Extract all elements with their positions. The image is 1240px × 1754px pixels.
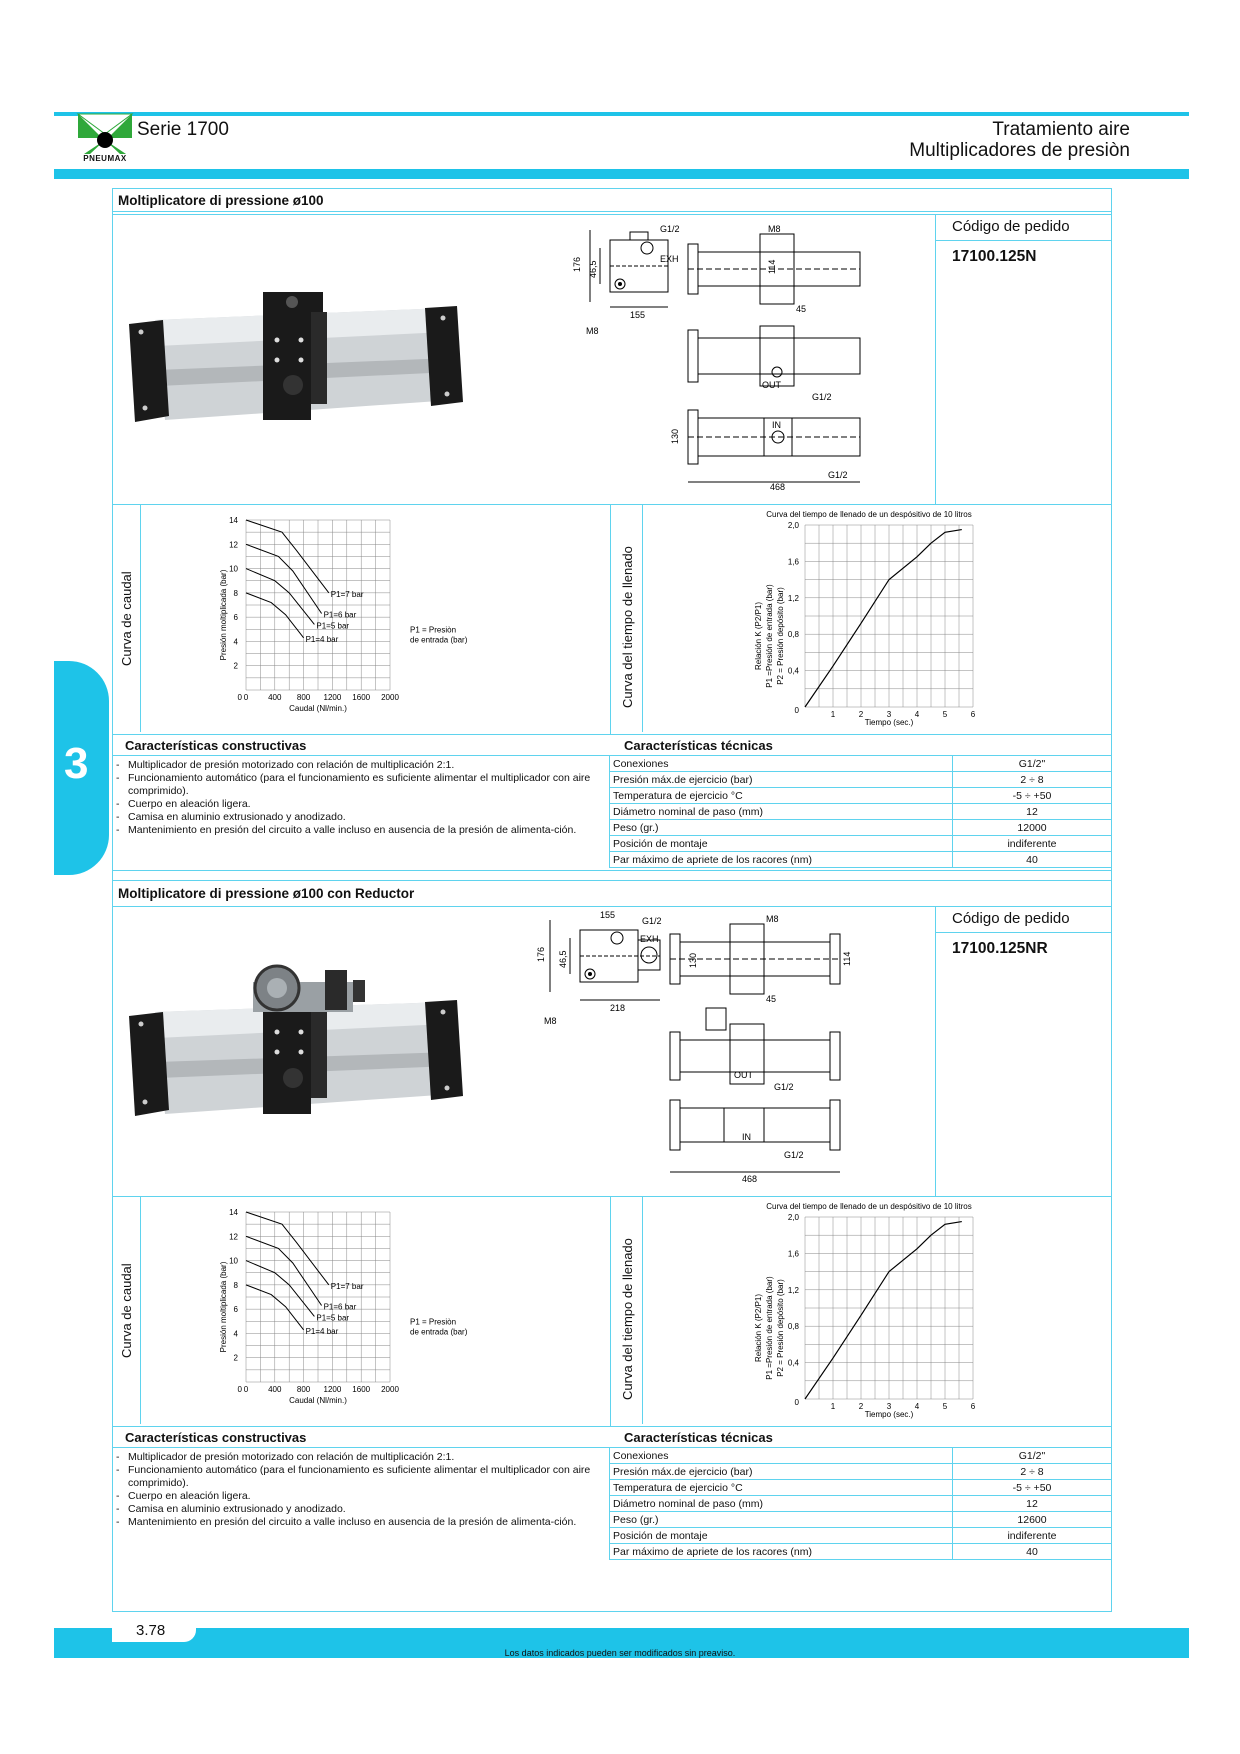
label-in-2: IN <box>742 1132 751 1142</box>
spec-value: -5 ÷ +50 <box>953 788 1112 804</box>
dim-130: 130 <box>670 428 680 444</box>
series-line <box>246 1236 322 1305</box>
x-tick-label: 2 <box>858 1402 864 1411</box>
series-label: P1=4 bar <box>305 634 339 644</box>
y-tick-label: 2 <box>233 661 238 671</box>
y-tick-label: 1,6 <box>787 557 799 567</box>
table-row <box>610 1464 1112 1480</box>
y-tick-label: 8 <box>233 1280 238 1290</box>
section-1-title: Moltiplicatore di pressione ø100 <box>118 193 324 208</box>
spec-value: 12000 <box>953 820 1112 836</box>
chart-title: Curva del tiempo de llenado de un despósitivo de 10 litros <box>766 1202 972 1211</box>
x-axis-label: Tiempo (sec.) <box>864 718 914 727</box>
table-row <box>610 1448 1112 1464</box>
dim-218: 218 <box>610 1003 626 1013</box>
spec-value: 2 ÷ 8 <box>953 772 1112 788</box>
y-tick-label: 8 <box>233 588 238 598</box>
label-g12-top-r: G1/2 <box>774 1082 794 1092</box>
list-item: - Multiplicador de presión motorizado con relación de multiplicación 2:1. <box>112 759 608 772</box>
legend-note: de entrada (bar) <box>410 1327 468 1337</box>
section-1-specs-rule <box>112 734 1112 735</box>
list-item: - Mantenimiento en presión del circuito a valle incluso en ausencia de la presión de alimenta-ción. <box>112 1516 608 1529</box>
dim-46-5: 46,5 <box>588 260 598 278</box>
x-tick-label: 2 <box>858 710 864 719</box>
y-tick-label: 14 <box>229 1208 238 1217</box>
y-axis-label: Relación K (P2/P1) <box>754 1293 763 1363</box>
label-exh-r: EXH <box>640 934 659 944</box>
label-out-2: OUT <box>734 1070 753 1080</box>
spec-name: Conexiones <box>610 1448 953 1464</box>
y-tick-label: 14 <box>229 516 238 525</box>
header-bottom-rule <box>54 169 1189 179</box>
dim-155: 155 <box>630 310 646 320</box>
series-label: P1=6 bar <box>323 1302 357 1312</box>
y-axis-label: Presión moltiplicada (bar) <box>219 1261 228 1353</box>
y-tick-label: 4 <box>233 637 238 647</box>
flow-chart-title-1: Curva de caudal <box>119 571 134 666</box>
section-2-specs-rule <box>112 1426 1112 1427</box>
logo-text: PNEUMAX <box>83 154 127 163</box>
spec-value: indiferente <box>953 1528 1112 1544</box>
dim-130-r: 130 <box>688 952 698 968</box>
series-line <box>246 544 322 613</box>
x-tick-label: 0 <box>243 693 249 702</box>
spec-name: Diámetro nominal de paso (mm) <box>610 804 953 820</box>
technical-title-1: Características técnicas <box>624 738 773 753</box>
spec-value: 2 ÷ 8 <box>953 1464 1112 1480</box>
series-label: P1=7 bar <box>330 1281 364 1291</box>
x-tick-label: 1600 <box>352 1385 371 1394</box>
origin-label: 0 <box>237 693 242 702</box>
list-item: - Mantenimiento en presión del circuito a valle incluso en ausencia de la presión de alimenta-ción. <box>112 824 608 837</box>
y-tick-label: 6 <box>233 613 238 623</box>
product-photo-1 <box>125 290 465 440</box>
section-1-end-rule <box>112 870 1112 871</box>
y-tick-label: 1,2 <box>787 593 799 603</box>
x-tick-label: 400 <box>268 693 282 702</box>
company-logo <box>76 112 134 166</box>
x-tick-label: 1200 <box>323 693 342 702</box>
x-tick-label: 1 <box>830 1402 836 1411</box>
label-g12-front-r: G1/2 <box>642 916 662 926</box>
x-tick-label: 3 <box>886 710 892 719</box>
x-tick-label: 2000 <box>381 1385 399 1394</box>
x-axis-label: Caudal (Nl/min.) <box>289 704 347 713</box>
technical-table-2 <box>609 1447 1112 1560</box>
x-tick-label: 0 <box>243 1385 249 1394</box>
y-tick-label: 12 <box>229 540 238 550</box>
page-number: 3.78 <box>136 1622 166 1639</box>
chapter-tab <box>54 661 109 875</box>
technical-drawing-1 <box>560 222 860 492</box>
y-axis-label: P1 =Presión de entrada (bar) <box>765 1276 774 1380</box>
dim-176-r: 176 <box>536 946 546 962</box>
list-item: - Cuerpo en aleación ligera. <box>112 1490 608 1503</box>
section-1-rule <box>112 214 1112 215</box>
series-title: Serie 1700 <box>137 119 229 140</box>
series-line <box>805 530 962 707</box>
y-tick-label: 2,0 <box>787 1213 799 1222</box>
list-item: - Camisa en aluminio extrusionado y anodizado. <box>112 811 608 824</box>
time-label-col-2 <box>642 1196 643 1424</box>
time-chart-1 <box>745 507 995 729</box>
table-row <box>610 836 1112 852</box>
technical-drawing-2 <box>530 912 860 1182</box>
spec-value: G1/2" <box>953 1448 1112 1464</box>
y-tick-label: 2 <box>233 1353 238 1363</box>
table-row <box>610 1544 1112 1560</box>
spec-value: 40 <box>953 1544 1112 1560</box>
y-axis-label: P2 = Presión depósito (bar) <box>776 1279 785 1377</box>
series-label: P1=5 bar <box>316 621 350 631</box>
product-photo-2 <box>125 960 465 1135</box>
table-row <box>610 1512 1112 1528</box>
label-m8-side: M8 <box>768 224 781 234</box>
flow-label-col-1 <box>140 504 141 732</box>
label-g12-bottom: G1/2 <box>828 470 848 480</box>
dim-155-r: 155 <box>600 910 616 920</box>
y-tick-label: 6 <box>233 1305 238 1315</box>
time-chart-2 <box>745 1199 995 1421</box>
spec-name: Temperatura de ejercicio °C <box>610 788 953 804</box>
y-tick-label: 10 <box>229 1256 238 1266</box>
technical-table-1 <box>609 755 1112 868</box>
table-row <box>610 772 1112 788</box>
y-axis-label: Presión moltiplicada (bar) <box>219 569 228 661</box>
spec-name: Posición de montaje <box>610 836 953 852</box>
x-tick-label: 1200 <box>323 1385 342 1394</box>
y-tick-label: 12 <box>229 1232 238 1242</box>
spec-name: Peso (gr.) <box>610 820 953 836</box>
order-code-label-1: Código de pedido <box>952 218 1070 235</box>
y-tick-label: 0,4 <box>787 1358 799 1368</box>
y-tick-label: 1,6 <box>787 1249 799 1259</box>
dim-468: 468 <box>770 482 786 492</box>
x-tick-label: 1600 <box>352 693 371 702</box>
x-tick-label: 3 <box>886 1402 892 1411</box>
section-2-top-rule <box>112 880 1112 881</box>
label-g12-bottom-r: G1/2 <box>784 1150 804 1160</box>
dim-46-5-r: 46,5 <box>558 950 568 968</box>
constructive-title-1: Características constructivas <box>125 738 307 753</box>
table-row <box>610 756 1112 772</box>
table-row <box>610 1496 1112 1512</box>
x-tick-label: 800 <box>296 1385 311 1394</box>
dim-45-r: 45 <box>766 994 777 1004</box>
table-row <box>610 1480 1112 1496</box>
x-tick-label: 2000 <box>381 693 399 702</box>
technical-title-2: Características técnicas <box>624 1430 773 1445</box>
x-tick-label: 6 <box>970 710 976 719</box>
spec-name: Par máximo de apriete de los racores (nm) <box>610 852 953 868</box>
code-rule-2 <box>935 932 1112 933</box>
legend-note: P1 = Presiòn <box>410 1317 457 1327</box>
code-divider-2 <box>935 906 936 1196</box>
table-row <box>610 804 1112 820</box>
chart-divider-2 <box>610 1196 611 1426</box>
x-axis-label: Tiempo (sec.) <box>864 1410 914 1419</box>
spec-value: 12600 <box>953 1512 1112 1528</box>
dim-114: 114 <box>767 259 777 274</box>
spec-name: Presión máx.de ejercicio (bar) <box>610 1464 953 1480</box>
header-top-rule <box>54 112 1189 116</box>
constructive-list-2 <box>112 1451 608 1529</box>
flow-label-col-2 <box>140 1196 141 1424</box>
table-row <box>610 852 1112 868</box>
legend-note: P1 = Presiòn <box>410 625 457 635</box>
spec-value: 12 <box>953 1496 1112 1512</box>
dim-468-r: 468 <box>742 1174 758 1184</box>
spec-name: Temperatura de ejercicio °C <box>610 1480 953 1496</box>
origin-label: 0 <box>237 1385 242 1394</box>
label-out-1: OUT <box>762 380 781 390</box>
table-row <box>610 788 1112 804</box>
spec-name: Par máximo de apriete de los racores (nm) <box>610 1544 953 1560</box>
list-item: - Camisa en aluminio extrusionado y anodizado. <box>112 1503 608 1516</box>
dim-176: 176 <box>572 256 582 272</box>
x-tick-label: 5 <box>942 1402 948 1411</box>
table-row <box>610 820 1112 836</box>
y-tick-label: 0,8 <box>787 1322 799 1332</box>
x-tick-label: 5 <box>942 710 948 719</box>
order-code-2: 17100.125NR <box>952 940 1048 957</box>
flow-chart-1 <box>219 512 528 734</box>
section-2-chart-rule <box>112 1196 1112 1197</box>
spec-value: -5 ÷ +50 <box>953 1480 1112 1496</box>
order-code-1: 17100.125N <box>952 248 1037 265</box>
series-label: P1=6 bar <box>323 610 357 620</box>
list-item: - Multiplicador de presión motorizado con relación de multiplicación 2:1. <box>112 1451 608 1464</box>
series-label: P1=4 bar <box>305 1326 339 1336</box>
list-item: - Funcionamiento automático (para el funcionamiento es suficiente alimentar el multiplicador con aire comprimido). <box>112 772 608 798</box>
order-code-label-2: Código de pedido <box>952 910 1070 927</box>
spec-value: indiferente <box>953 836 1112 852</box>
label-m8-front-r: M8 <box>544 1016 557 1026</box>
spec-value: G1/2" <box>953 756 1112 772</box>
series-label: P1=5 bar <box>316 1313 350 1323</box>
label-g12-front: G1/2 <box>660 224 680 234</box>
time-chart-title-2: Curva del tiempo de llenado <box>620 1238 635 1400</box>
list-item: - Funcionamiento automático (para el funcionamiento es suficiente alimentar el multiplicador con aire comprimido). <box>112 1464 608 1490</box>
y-axis-label: Relación K (P2/P1) <box>754 601 763 671</box>
x-tick-label: 800 <box>296 693 311 702</box>
time-chart-title-1: Curva del tiempo de llenado <box>620 546 635 708</box>
code-divider-1 <box>935 214 936 504</box>
label-in-1: IN <box>772 420 781 430</box>
time-label-col-1 <box>642 504 643 732</box>
chart-title: Curva del tiempo de llenado de un despósitivo de 10 litros <box>766 510 972 519</box>
y-tick-label: 10 <box>229 564 238 574</box>
list-item: - Cuerpo en aleación ligera. <box>112 798 608 811</box>
dim-45: 45 <box>796 304 807 314</box>
spec-name: Presión máx.de ejercicio (bar) <box>610 772 953 788</box>
spec-name: Diámetro nominal de paso (mm) <box>610 1496 953 1512</box>
x-tick-label: 1 <box>830 710 836 719</box>
spec-name: Posición de montaje <box>610 1528 953 1544</box>
series-label: P1=7 bar <box>330 589 364 599</box>
label-m8-front: M8 <box>586 326 599 336</box>
y-axis-label: P2 = Presión depósito (bar) <box>776 587 785 685</box>
y-tick-label: 0,4 <box>787 666 799 676</box>
series-line <box>805 1222 962 1399</box>
section-1-chart-rule <box>112 504 1112 505</box>
dim-114-r: 114 <box>842 951 852 966</box>
chart-divider-1 <box>610 504 611 734</box>
category-title: Tratamiento aire <box>992 119 1130 140</box>
label-g12-top: G1/2 <box>812 392 832 402</box>
spec-name: Conexiones <box>610 756 953 772</box>
y-tick-label: 2,0 <box>787 521 799 530</box>
constructive-list-1 <box>112 759 608 837</box>
subcategory-title: Multiplicadores de presiòn <box>909 140 1130 161</box>
origin-label: 0 <box>794 1398 799 1407</box>
chapter-number: 3 <box>64 739 89 788</box>
flow-chart-title-2: Curva de caudal <box>119 1263 134 1358</box>
legend-note: de entrada (bar) <box>410 635 468 645</box>
x-tick-label: 4 <box>914 710 920 719</box>
y-tick-label: 4 <box>233 1329 238 1339</box>
label-exh: EXH <box>660 254 679 264</box>
spec-value: 40 <box>953 852 1112 868</box>
constructive-title-2: Características constructivas <box>125 1430 307 1445</box>
x-tick-label: 6 <box>970 1402 976 1411</box>
y-axis-label: P1 =Presión de entrada (bar) <box>765 584 774 688</box>
table-row <box>610 1528 1112 1544</box>
y-tick-label: 1,2 <box>787 1285 799 1295</box>
section-2-title: Moltiplicatore di pressione ø100 con Reductor <box>118 886 415 901</box>
x-axis-label: Caudal (Nl/min.) <box>289 1396 347 1405</box>
code-rule-1 <box>935 240 1112 241</box>
footer-note: Los datos indicados pueden ser modificados sin preaviso. <box>504 1648 736 1658</box>
y-tick-label: 0,8 <box>787 630 799 640</box>
flow-chart-2 <box>219 1204 528 1426</box>
section-2-rule <box>112 906 1112 907</box>
spec-name: Peso (gr.) <box>610 1512 953 1528</box>
x-tick-label: 400 <box>268 1385 282 1394</box>
origin-label: 0 <box>794 706 799 715</box>
label-m8-side-r: M8 <box>766 914 779 924</box>
x-tick-label: 4 <box>914 1402 920 1411</box>
spec-value: 12 <box>953 804 1112 820</box>
